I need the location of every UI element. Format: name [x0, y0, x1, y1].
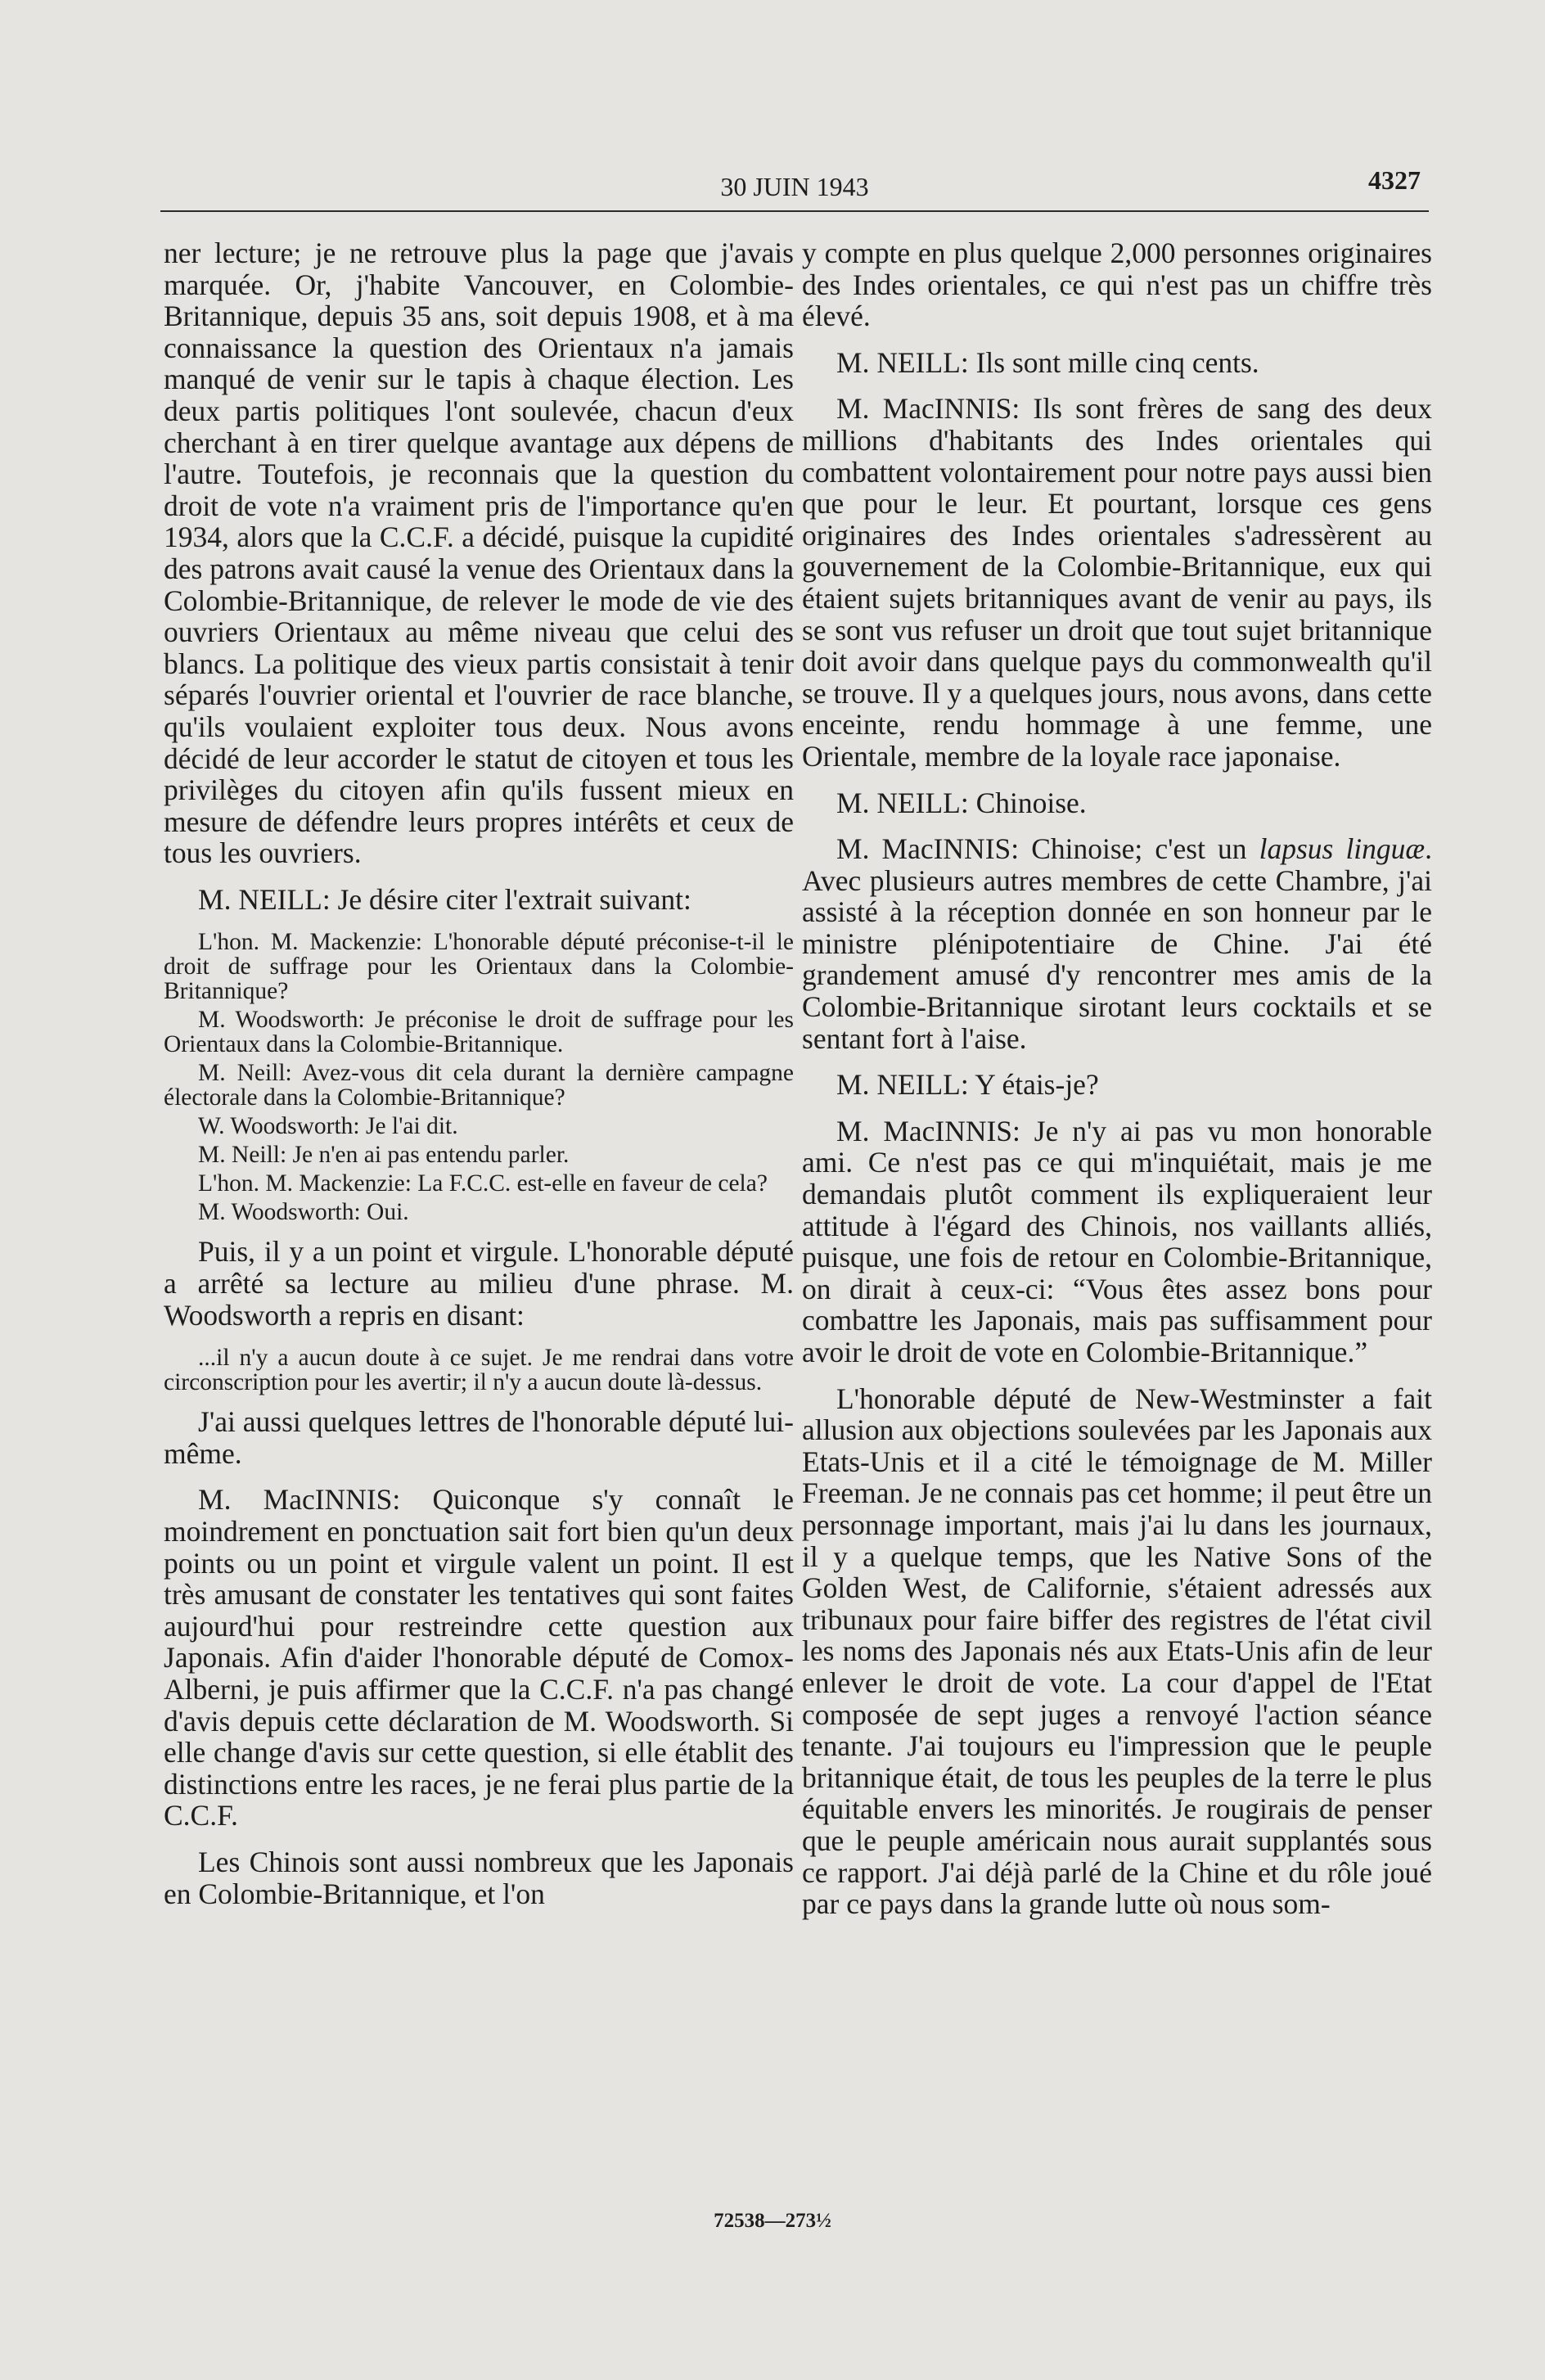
quote-line: M. Woodsworth: Je préconise le droit de suffrage pour les Orientaux dans la Colombie-Britannique.: [164, 1007, 794, 1058]
paragraph: Puis, il y a un point et virgule. L'honorable député a arrêté sa lecture au milieu d'une phrase. M. Woodsworth a repris en disant:: [164, 1235, 794, 1332]
paragraph: L'honorable député de New-Westminster a fait allusion aux objections soulevées par les Japonais aux Etats-Unis et il a cité le témoignage de M. Miller Freeman. Je ne connais pas cet homme; il peut être un personnage important, mais j'ai lu dans les journaux, il y a quelque temps, que les Native Sons of the Golden West, de Californie, s'étaient adressés aux tribunaux pour faire biffer des registres de l'état civil les noms des Japonais nés aux Etats-Unis afin de leur enlever le droit de vote. La cour d'appel de l'Etat composée de sept juges a renvoyé l'action séance tenante. J'ai toujours eu l'impression que le peuple britannique était, de tous les peuples de la terre le plus équitable envers les minorités. Je rougirais de penser que le peuple américain nous aurait supplantés sous ce rapport. J'ai déjà parlé de la Chine et du rôle joué par ce pays dans la grande lutte où nous som-: [802, 1382, 1432, 1921]
header-rule: [160, 210, 1429, 212]
paragraph: ner lecture; je ne retrouve plus la page que j'avais marquée. Or, j'habite Vancouver, en Colombie-Britannique, depuis 35 ans, soit depuis 1908, et à ma connaissance la question des Orientaux n'a jamais manqué de venir sur le tapis à chaque élection. Les deux partis politiques l'ont soulevée, chacun d'eux cherchant à en tirer quelque avantage aux dépens de l'autre. Toutefois, je reconnais que la question du droit de vote n'a vraiment pris de l'importance qu'en 1934, alors que la C.C.F. a décidé, puisque la cupidité des patrons avait causé la venue des Orientaux dans la Colombie-Britannique, de relever le mode de vie des ouvriers Orientaux au même niveau que celui des blancs. La politique des vieux partis consistait à tenir séparés l'ouvrier oriental et l'ouvrier de race blanche, qu'ils voulaient exploiter tous deux. Nous avons décidé de leur accorder le statut de citoyen et tous les privilèges du citoyen afin qu'ils fussent mieux en mesure de défendre leurs propres intérêts et ceux de tous les ouvriers.: [164, 237, 794, 870]
paragraph: M. MacINNIS: Ils sont frères de sang des deux millions d'habitants des Indes orientales qui combattent volontairement pour notre pays aussi bien que pour le leur. Et pourtant, lorsque ces gens originaires des Indes orientales s'adressèrent au gouvernement de la Colombie-Britannique, eux qui étaient sujets britanniques avant de venir au pays, ils se sont vus refuser un droit que tout sujet britannique doit avoir dans quelque pays du commonwealth qu'il se trouve. Il y a quelques jours, nous avons, dans cette enceinte, rendu hommage à une femme, une Orientale, membre de la loyale race japonaise.: [802, 392, 1432, 773]
header-date: 30 JUIN 1943: [720, 172, 869, 201]
paragraph-text: . Avec plusieurs autres membres de cette Chambre, j'ai assisté à la réception donnée en son honneur par le ministre plénipotentiaire de Chine. J'ai été grandement amusé d'y rencontrer mes amis de la Colombie-Britannique sirotant leurs cocktails et se sentant fort à l'aise.: [802, 832, 1432, 1055]
footer-code: 72538—273½: [714, 2210, 831, 2232]
quote-line: W. Woodsworth: Je l'ai dit.: [198, 1113, 458, 1140]
paragraph: J'ai aussi quelques lettres de l'honorable député lui-même.: [164, 1405, 794, 1470]
paragraph: [802, 833, 1432, 1054]
quote-line: M. Neill: Avez-vous dit cela durant la dernière campagne électorale dans la Colombie-Britannique?: [164, 1060, 794, 1111]
paragraph: M. MacINNIS: Quiconque s'y connaît le moindrement en ponctuation sait fort bien qu'un deux points ou un point et virgule valent un point. Il est très amusant de constater les tentatives qui sont faites aujourd'hui pour restreindre cette question aux Japonais. Afin d'aider l'honorable député de Comox-Alberni, je puis affirmer que la C.C.F. n'a pas changé d'avis depuis cette déclaration de M. Woodsworth. Si elle change d'avis sur cette question, si elle établit des distinctions entre les races, je ne ferai plus partie de la C.C.F.: [164, 1483, 794, 1832]
paragraph: y compte en plus quelque 2,000 personnes originaires des Indes orientales, ce qui n'est pas un chiffre très élevé.: [802, 237, 1432, 333]
paragraph: M. NEILL: Y étais-je?: [836, 1068, 1099, 1102]
paragraph: M. NEILL: Je désire citer l'extrait suivant:: [198, 882, 691, 916]
quote-line: L'hon. M. Mackenzie: La F.C.C. est-elle en faveur de cela?: [198, 1170, 768, 1197]
quote-line: M. Neill: Je n'en ai pas entendu parler.: [198, 1142, 570, 1169]
quote-line: M. Woodsworth: Oui.: [198, 1199, 409, 1226]
page-header: [160, 160, 1429, 206]
block-quote: [164, 1346, 794, 1395]
quote-line: ...il n'y a aucun doute à ce sujet. Je me rendrai dans votre circonscription pour les avertir; il n'y a aucun doute là-dessus.: [164, 1345, 794, 1396]
right-column: [802, 237, 1432, 1935]
paragraph: M. NEILL: Ils sont mille cinq cents.: [836, 345, 1259, 379]
latin-phrase: lapsus linguæ: [1259, 832, 1426, 866]
quote-line: L'hon. M. Mackenzie: L'honorable député préconise-t-il le droit de suffrage pour les Orientaux dans la Colombie-Britannique?: [164, 929, 794, 1005]
page-number: 4327: [1368, 165, 1421, 195]
paragraph: Les Chinois sont aussi nombreux que les Japonais en Colombie-Britannique, et l'on: [164, 1845, 794, 1910]
paragraph: M. MacINNIS: Je n'y ai pas vu mon honorable ami. Ce n'est pas ce qui m'inquiétait, mais je me demandais plutôt comment ils expliqueraient leur attitude à l'égard des Chinois, nos vaillants alliés, puisque, une fois de retour en Colombie-Britannique, on dirait à ceux-ci: “Vous êtes assez bons pour combattre les Japonais, mais pas suffisamment pour avoir le droit de vote en Colombie-Britannique.”: [802, 1114, 1432, 1368]
paragraph-text: M. MacINNIS: Chinoise; c'est un: [836, 832, 1259, 866]
paragraph: M. NEILL: Chinoise.: [836, 786, 1087, 819]
block-quote: [164, 930, 794, 1224]
left-column: [164, 237, 794, 1924]
